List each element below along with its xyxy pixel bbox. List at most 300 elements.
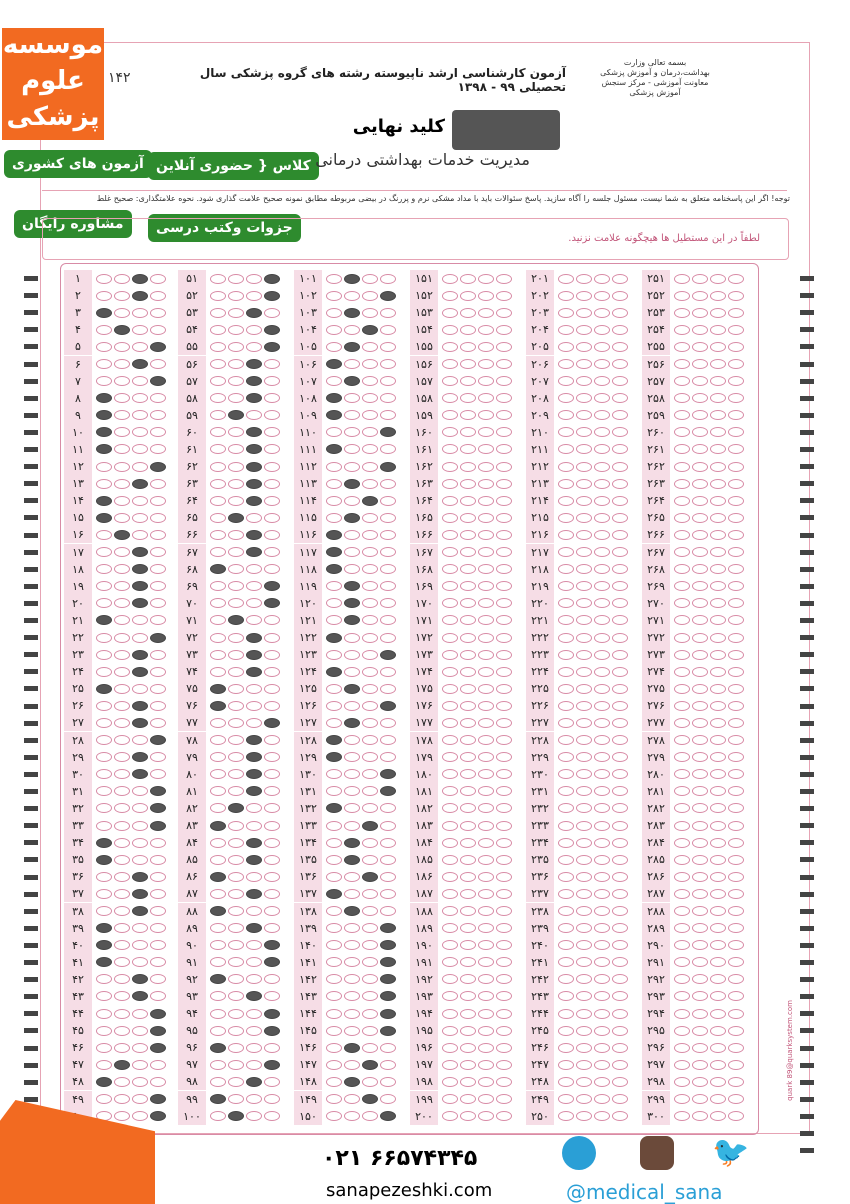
answer-bubble[interactable] [674,684,690,694]
answer-bubble[interactable] [612,444,628,454]
answer-bubble[interactable] [264,838,280,848]
answer-bubble[interactable] [132,838,148,848]
answer-bubble[interactable] [460,308,476,318]
answer-bubble[interactable] [326,906,342,916]
answer-bubble[interactable] [478,752,494,762]
answer-bubble[interactable] [96,513,112,523]
answer-bubble[interactable] [674,547,690,557]
answer-bubble[interactable] [344,821,360,831]
answer-bubble[interactable] [674,803,690,813]
answer-bubble[interactable] [246,1060,262,1070]
answer-bubble[interactable] [460,735,476,745]
answer-bubble[interactable] [132,598,148,608]
answer-bubble[interactable] [594,1077,610,1087]
answer-bubble[interactable] [478,838,494,848]
answer-bubble[interactable] [264,427,280,437]
answer-bubble[interactable] [380,615,396,625]
answer-bubble[interactable] [612,667,628,677]
answer-bubble[interactable] [96,855,112,865]
answer-bubble[interactable] [442,769,458,779]
answer-bubble[interactable] [228,462,244,472]
answer-bubble[interactable] [228,667,244,677]
answer-bubble[interactable] [344,974,360,984]
answer-bubble[interactable] [728,923,744,933]
answer-bubble[interactable] [460,513,476,523]
answer-bubble[interactable] [246,701,262,711]
answer-bubble[interactable] [132,496,148,506]
answer-bubble[interactable] [210,718,226,728]
answer-bubble[interactable] [460,957,476,967]
answer-bubble[interactable] [210,410,226,420]
answer-bubble[interactable] [576,1026,592,1036]
answer-bubble[interactable] [594,291,610,301]
answer-bubble[interactable] [150,410,166,420]
answer-bubble[interactable] [496,701,512,711]
answer-bubble[interactable] [728,308,744,318]
answer-bubble[interactable] [132,291,148,301]
answer-bubble[interactable] [460,633,476,643]
answer-bubble[interactable] [228,496,244,506]
answer-bubble[interactable] [380,650,396,660]
answer-bubble[interactable] [612,718,628,728]
answer-bubble[interactable] [246,684,262,694]
answer-bubble[interactable] [96,581,112,591]
answer-bubble[interactable] [478,274,494,284]
answer-bubble[interactable] [442,718,458,728]
answer-bubble[interactable] [362,855,378,865]
answer-bubble[interactable] [150,376,166,386]
answer-bubble[interactable] [594,564,610,574]
answer-bubble[interactable] [228,479,244,489]
answer-bubble[interactable] [612,872,628,882]
answer-bubble[interactable] [246,359,262,369]
answer-bubble[interactable] [460,274,476,284]
answer-bubble[interactable] [114,957,130,967]
answer-bubble[interactable] [344,701,360,711]
answer-bubble[interactable] [478,598,494,608]
answer-bubble[interactable] [264,274,280,284]
answer-bubble[interactable] [674,633,690,643]
answer-bubble[interactable] [558,633,574,643]
answer-bubble[interactable] [674,530,690,540]
answer-bubble[interactable] [326,752,342,762]
answer-bubble[interactable] [710,393,726,403]
answer-bubble[interactable] [442,1009,458,1019]
answer-bubble[interactable] [612,889,628,899]
answer-bubble[interactable] [210,735,226,745]
answer-bubble[interactable] [362,1009,378,1019]
answer-bubble[interactable] [344,650,360,660]
answer-bubble[interactable] [674,1111,690,1121]
answer-bubble[interactable] [612,752,628,762]
answer-bubble[interactable] [210,274,226,284]
answer-bubble[interactable] [692,427,708,437]
answer-bubble[interactable] [674,274,690,284]
answer-bubble[interactable] [114,376,130,386]
answer-bubble[interactable] [380,274,396,284]
answer-bubble[interactable] [496,1094,512,1104]
badge-books[interactable]: جزوات وکتب درسی [148,214,301,242]
answer-bubble[interactable] [728,291,744,301]
answer-bubble[interactable] [594,1060,610,1070]
answer-bubble[interactable] [710,291,726,301]
answer-bubble[interactable] [710,376,726,386]
answer-bubble[interactable] [728,838,744,848]
answer-bubble[interactable] [344,462,360,472]
answer-bubble[interactable] [710,803,726,813]
answer-bubble[interactable] [150,308,166,318]
answer-bubble[interactable] [496,1060,512,1070]
answer-bubble[interactable] [114,615,130,625]
answer-bubble[interactable] [264,803,280,813]
answer-bubble[interactable] [132,308,148,318]
answer-bubble[interactable] [442,1043,458,1053]
answer-bubble[interactable] [612,701,628,711]
answer-bubble[interactable] [496,564,512,574]
answer-bubble[interactable] [460,1077,476,1087]
answer-bubble[interactable] [264,923,280,933]
answer-bubble[interactable] [114,1009,130,1019]
answer-bubble[interactable] [210,872,226,882]
answer-bubble[interactable] [246,991,262,1001]
answer-bubble[interactable] [442,872,458,882]
answer-bubble[interactable] [692,359,708,369]
answer-bubble[interactable] [114,410,130,420]
answer-bubble[interactable] [496,855,512,865]
answer-bubble[interactable] [132,410,148,420]
answer-bubble[interactable] [210,769,226,779]
answer-bubble[interactable] [478,581,494,591]
answer-bubble[interactable] [326,444,342,454]
answer-bubble[interactable] [576,701,592,711]
answer-bubble[interactable] [264,821,280,831]
answer-bubble[interactable] [460,1094,476,1104]
answer-bubble[interactable] [150,855,166,865]
answer-bubble[interactable] [594,821,610,831]
answer-bubble[interactable] [114,1077,130,1087]
answer-bubble[interactable] [96,291,112,301]
answer-bubble[interactable] [114,513,130,523]
answer-bubble[interactable] [710,667,726,677]
answer-bubble[interactable] [674,598,690,608]
answer-bubble[interactable] [594,957,610,967]
answer-bubble[interactable] [460,496,476,506]
answer-bubble[interactable] [362,325,378,335]
answer-bubble[interactable] [132,633,148,643]
answer-bubble[interactable] [612,1043,628,1053]
answer-bubble[interactable] [326,547,342,557]
answer-bubble[interactable] [210,359,226,369]
answer-bubble[interactable] [326,598,342,608]
answer-bubble[interactable] [478,308,494,318]
answer-bubble[interactable] [228,274,244,284]
instagram-icon[interactable] [640,1136,674,1170]
answer-bubble[interactable] [210,376,226,386]
answer-bubble[interactable] [380,684,396,694]
answer-bubble[interactable] [674,427,690,437]
answer-bubble[interactable] [380,889,396,899]
answer-bubble[interactable] [228,803,244,813]
answer-bubble[interactable] [728,803,744,813]
answer-bubble[interactable] [114,1111,130,1121]
answer-bubble[interactable] [594,1094,610,1104]
answer-bubble[interactable] [264,872,280,882]
answer-bubble[interactable] [362,786,378,796]
answer-bubble[interactable] [728,427,744,437]
answer-bubble[interactable] [228,923,244,933]
answer-bubble[interactable] [264,342,280,352]
answer-bubble[interactable] [576,735,592,745]
answer-bubble[interactable] [728,274,744,284]
answer-bubble[interactable] [150,547,166,557]
answer-bubble[interactable] [362,427,378,437]
answer-bubble[interactable] [460,667,476,677]
answer-bubble[interactable] [496,872,512,882]
answer-bubble[interactable] [692,769,708,779]
answer-bubble[interactable] [612,633,628,643]
answer-bubble[interactable] [210,393,226,403]
answer-bubble[interactable] [246,974,262,984]
answer-bubble[interactable] [594,359,610,369]
answer-bubble[interactable] [362,581,378,591]
answer-bubble[interactable] [326,496,342,506]
answer-bubble[interactable] [362,1043,378,1053]
answer-bubble[interactable] [710,940,726,950]
answer-bubble[interactable] [710,650,726,660]
answer-bubble[interactable] [326,786,342,796]
answer-bubble[interactable] [442,855,458,865]
answer-bubble[interactable] [496,1009,512,1019]
answer-bubble[interactable] [380,359,396,369]
answer-bubble[interactable] [380,974,396,984]
answer-bubble[interactable] [728,410,744,420]
answer-bubble[interactable] [228,838,244,848]
answer-bubble[interactable] [442,1111,458,1121]
answer-bubble[interactable] [114,701,130,711]
answer-bubble[interactable] [576,1094,592,1104]
answer-bubble[interactable] [326,393,342,403]
answer-bubble[interactable] [478,1009,494,1019]
answer-bubble[interactable] [496,940,512,950]
answer-bubble[interactable] [362,564,378,574]
answer-bubble[interactable] [674,564,690,574]
answer-bubble[interactable] [460,821,476,831]
answer-bubble[interactable] [132,274,148,284]
answer-bubble[interactable] [344,342,360,352]
answer-bubble[interactable] [710,598,726,608]
answer-bubble[interactable] [496,274,512,284]
answer-bubble[interactable] [576,1077,592,1087]
answer-bubble[interactable] [728,598,744,608]
answer-bubble[interactable] [496,325,512,335]
answer-bubble[interactable] [558,684,574,694]
answer-bubble[interactable] [228,1026,244,1036]
answer-bubble[interactable] [612,547,628,557]
answer-bubble[interactable] [114,530,130,540]
phone-number[interactable]: ۰۲۱ ۶۶۵۷۴۳۴۵ [322,1146,478,1171]
answer-bubble[interactable] [692,855,708,865]
answer-bubble[interactable] [558,1094,574,1104]
answer-bubble[interactable] [326,376,342,386]
answer-bubble[interactable] [674,1077,690,1087]
answer-bubble[interactable] [442,633,458,643]
answer-bubble[interactable] [728,342,744,352]
answer-bubble[interactable] [380,923,396,933]
answer-bubble[interactable] [594,1043,610,1053]
answer-bubble[interactable] [380,872,396,882]
answer-bubble[interactable] [96,427,112,437]
answer-bubble[interactable] [150,906,166,916]
answer-bubble[interactable] [442,615,458,625]
twitter-icon[interactable]: 🐦 [712,1135,750,1170]
answer-bubble[interactable] [264,496,280,506]
answer-bubble[interactable] [558,1009,574,1019]
answer-bubble[interactable] [132,821,148,831]
answer-bubble[interactable] [442,462,458,472]
answer-bubble[interactable] [674,786,690,796]
answer-bubble[interactable] [558,650,574,660]
answer-bubble[interactable] [710,1043,726,1053]
answer-bubble[interactable] [612,581,628,591]
answer-bubble[interactable] [264,376,280,386]
answer-bubble[interactable] [264,615,280,625]
answer-bubble[interactable] [380,581,396,591]
answer-bubble[interactable] [150,427,166,437]
answer-bubble[interactable] [496,974,512,984]
answer-bubble[interactable] [326,769,342,779]
answer-bubble[interactable] [210,1009,226,1019]
answer-bubble[interactable] [612,1009,628,1019]
answer-bubble[interactable] [264,1043,280,1053]
answer-bubble[interactable] [478,1026,494,1036]
answer-bubble[interactable] [692,308,708,318]
answer-bubble[interactable] [246,427,262,437]
answer-bubble[interactable] [558,957,574,967]
answer-bubble[interactable] [460,803,476,813]
answer-bubble[interactable] [460,940,476,950]
answer-bubble[interactable] [710,444,726,454]
answer-bubble[interactable] [228,786,244,796]
answer-bubble[interactable] [594,769,610,779]
answer-bubble[interactable] [150,684,166,694]
answer-bubble[interactable] [150,513,166,523]
answer-bubble[interactable] [264,957,280,967]
answer-bubble[interactable] [132,530,148,540]
answer-bubble[interactable] [594,308,610,318]
answer-bubble[interactable] [442,786,458,796]
answer-bubble[interactable] [228,513,244,523]
answer-bubble[interactable] [362,633,378,643]
answer-bubble[interactable] [96,1060,112,1070]
answer-bubble[interactable] [344,581,360,591]
answer-bubble[interactable] [210,889,226,899]
answer-bubble[interactable] [692,701,708,711]
answer-bubble[interactable] [460,291,476,301]
answer-bubble[interactable] [150,462,166,472]
answer-bubble[interactable] [132,615,148,625]
answer-bubble[interactable] [150,1111,166,1121]
answer-bubble[interactable] [132,718,148,728]
answer-bubble[interactable] [264,701,280,711]
answer-bubble[interactable] [558,342,574,352]
answer-bubble[interactable] [150,581,166,591]
answer-bubble[interactable] [326,735,342,745]
answer-bubble[interactable] [132,940,148,950]
answer-bubble[interactable] [576,274,592,284]
answer-bubble[interactable] [114,821,130,831]
answer-bubble[interactable] [692,393,708,403]
answer-bubble[interactable] [264,889,280,899]
answer-bubble[interactable] [442,513,458,523]
answer-bubble[interactable] [710,496,726,506]
answer-bubble[interactable] [478,906,494,916]
answer-bubble[interactable] [344,547,360,557]
answer-bubble[interactable] [728,530,744,540]
answer-bubble[interactable] [96,872,112,882]
answer-bubble[interactable] [344,325,360,335]
answer-bubble[interactable] [442,889,458,899]
answer-bubble[interactable] [96,991,112,1001]
answer-bubble[interactable] [344,615,360,625]
answer-bubble[interactable] [558,598,574,608]
answer-bubble[interactable] [114,462,130,472]
answer-bubble[interactable] [460,855,476,865]
answer-bubble[interactable] [150,923,166,933]
answer-bubble[interactable] [210,1060,226,1070]
answer-bubble[interactable] [612,684,628,694]
answer-bubble[interactable] [210,564,226,574]
answer-bubble[interactable] [612,769,628,779]
answer-bubble[interactable] [558,308,574,318]
answer-bubble[interactable] [728,957,744,967]
answer-bubble[interactable] [710,325,726,335]
answer-bubble[interactable] [264,393,280,403]
answer-bubble[interactable] [150,479,166,489]
answer-bubble[interactable] [264,906,280,916]
answer-bubble[interactable] [344,1009,360,1019]
answer-bubble[interactable] [594,838,610,848]
answer-bubble[interactable] [576,444,592,454]
answer-bubble[interactable] [674,906,690,916]
answer-bubble[interactable] [576,410,592,420]
answer-bubble[interactable] [478,667,494,677]
answer-bubble[interactable] [728,701,744,711]
answer-bubble[interactable] [264,974,280,984]
answer-bubble[interactable] [496,650,512,660]
answer-bubble[interactable] [442,564,458,574]
answer-bubble[interactable] [362,735,378,745]
answer-bubble[interactable] [692,821,708,831]
answer-bubble[interactable] [264,855,280,865]
answer-bubble[interactable] [344,957,360,967]
answer-bubble[interactable] [132,1060,148,1070]
answer-bubble[interactable] [210,821,226,831]
answer-bubble[interactable] [150,1043,166,1053]
answer-bubble[interactable] [594,667,610,677]
answer-bubble[interactable] [460,479,476,489]
answer-bubble[interactable] [326,308,342,318]
answer-bubble[interactable] [344,633,360,643]
answer-bubble[interactable] [558,274,574,284]
answer-bubble[interactable] [264,684,280,694]
answer-bubble[interactable] [728,855,744,865]
answer-bubble[interactable] [344,838,360,848]
answer-bubble[interactable] [496,633,512,643]
answer-bubble[interactable] [264,1060,280,1070]
answer-bubble[interactable] [362,923,378,933]
answer-bubble[interactable] [264,581,280,591]
answer-bubble[interactable] [114,667,130,677]
